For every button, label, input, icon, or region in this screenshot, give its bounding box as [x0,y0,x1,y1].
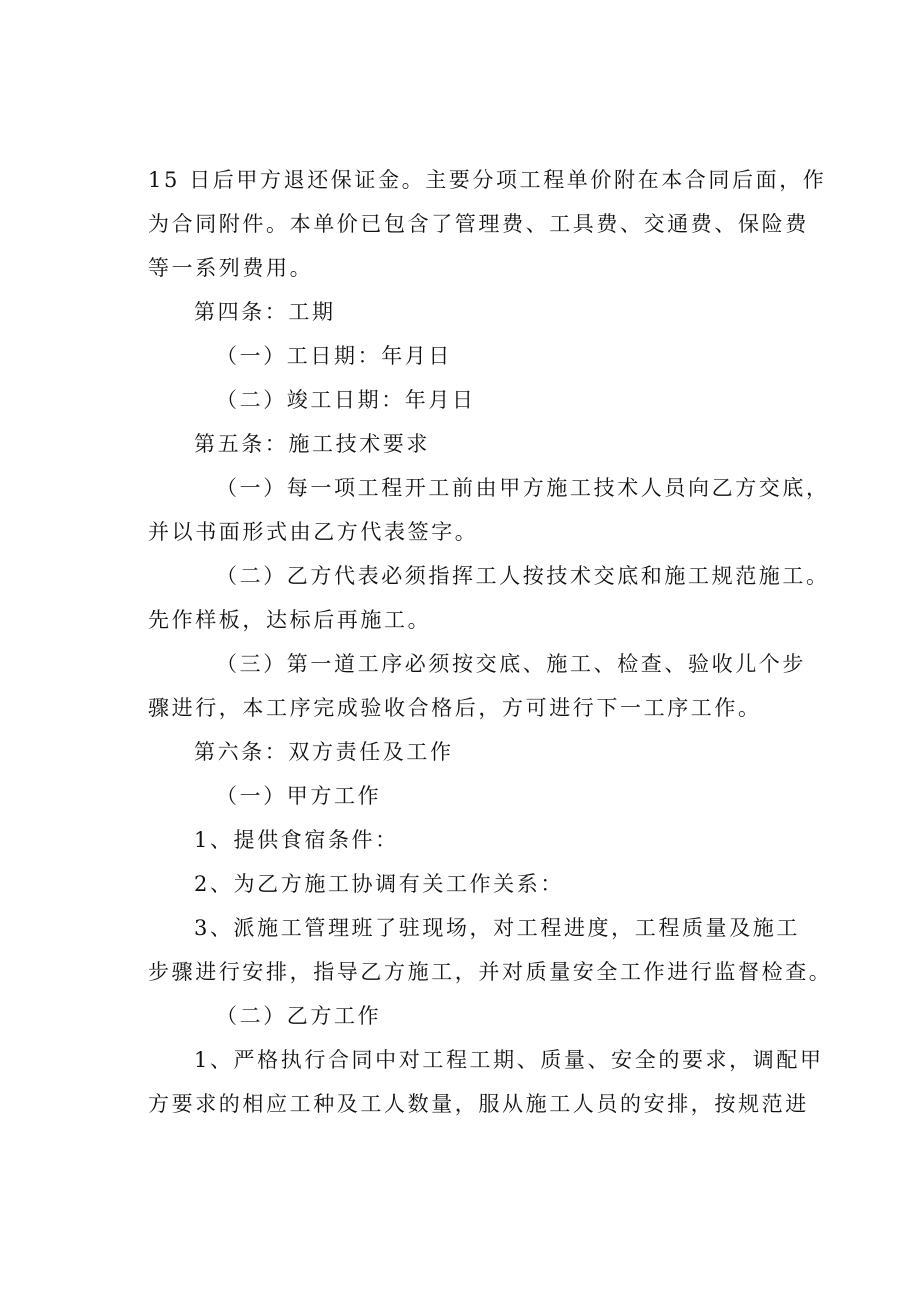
list-item: 1、严格执行合同中对工程工期、质量、安全的要求，调配甲 [194,1048,824,1072]
clause-item: （三）第一道工序必须按交底、施工、检查、验收儿个步 [216,652,806,676]
paragraph-line: 并以书面形式由乙方代表签字。 [148,520,479,544]
paragraph-line: 方要求的相应工种及工人数量，服从施工人员的安排，按规范进 [148,1092,809,1116]
clause-item: （二）竣工日期：年月日 [216,388,476,412]
article-heading: 第六条：双方责任及工作 [194,740,454,764]
paragraph-line: 骤进行，本工序完成验收合格后，方可进行下一工序工作。 [148,696,762,720]
document-body [148,158,833,1126]
list-item: 3、派施工管理班了驻现场，对工程进度，工程质量及施工 [194,916,800,940]
clause-item: （一）工日期：年月日 [216,344,452,368]
clause-item: （二）乙方代表必须指挥工人按技术交底和施工规范施工。 [216,564,830,588]
article-heading: 第四条：工期 [194,300,336,324]
paragraph-line: 等一系列费用。 [148,256,314,280]
paragraph-line: 15 日后甲方退还保证金。主要分项工程单价附在本合同后面，作 [148,168,827,192]
list-item: 1、提供食宿条件： [194,828,399,852]
list-item: 2、为乙方施工协调有关工作关系： [194,872,564,896]
paragraph-line: 先作样板，达标后再施工。 [148,608,432,632]
clause-item: （二）乙方工作 [216,1004,382,1028]
clause-item: （一）甲方工作 [216,784,382,808]
clause-item: （一）每一项工程开工前由甲方施工技术人员向乙方交底， [216,476,830,500]
paragraph-line: 步骤进行安排，指导乙方施工，并对质量安全工作进行监督检查。 [148,960,833,984]
article-heading: 第五条：施工技术要求 [194,432,430,456]
paragraph-line: 为合同附件。本单价已包含了管理费、工具费、交通费、保险费 [148,212,809,236]
